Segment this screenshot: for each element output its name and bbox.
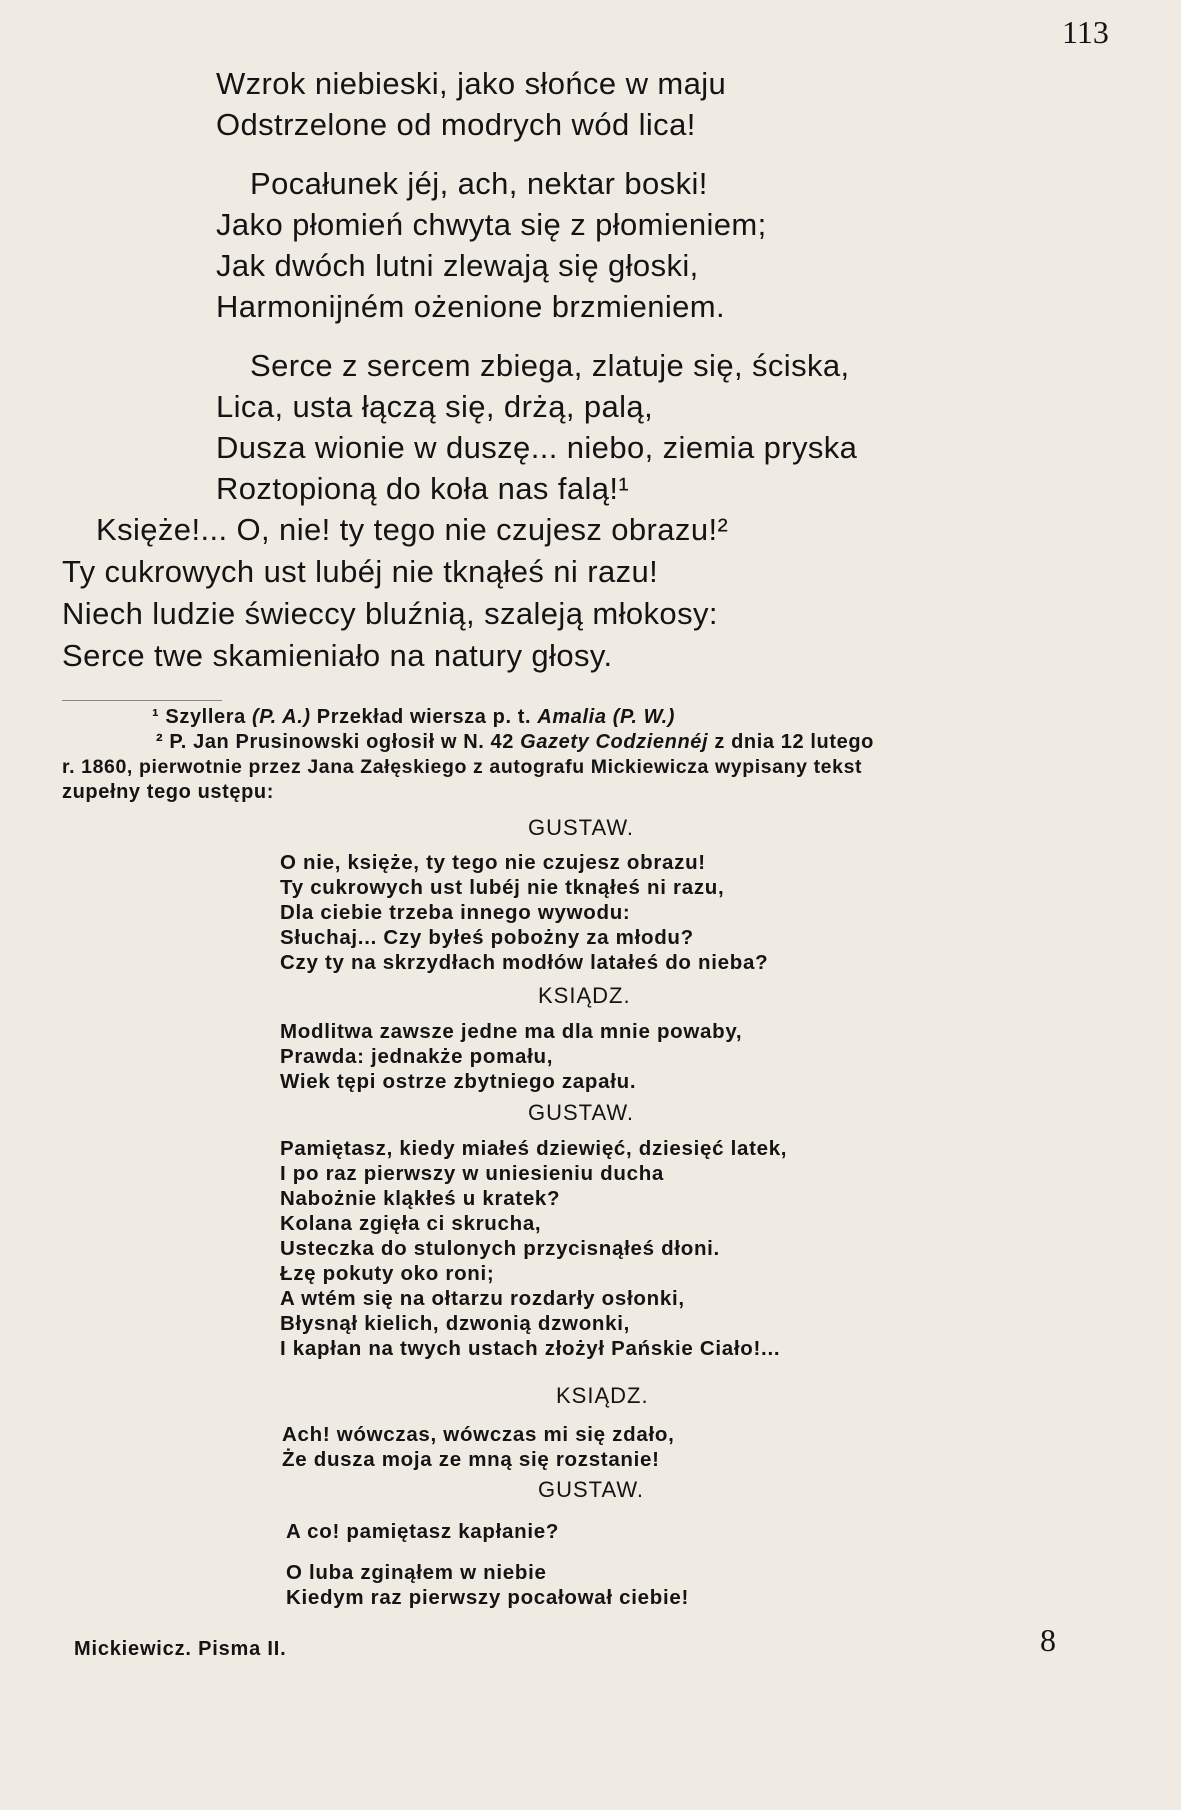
page-number: 113 (1062, 14, 1109, 50)
quote-line: Prawda: jednakże pomału, (280, 1045, 554, 1068)
quote-line: Kiedym raz pierwszy pocałował ciebie! (286, 1586, 690, 1609)
quote-line: Łzę pokuty oko roni; (280, 1262, 495, 1285)
verse-line: Jak dwóch lutni zlewają się głoski, (216, 248, 699, 283)
quote-line: A co! pamiętasz kapłanie? (286, 1520, 560, 1543)
verse-line: Wzrok niebieski, jako słońce w maju (216, 66, 727, 101)
speaker-label: GUSTAW. (528, 815, 634, 840)
footnote-1-text: Przekład wiersza p. t. (310, 706, 538, 728)
quote-line: Słuchaj... Czy byłeś pobożny za młodu? (280, 926, 694, 949)
footnote-1-author: ¹ Szyllera (152, 706, 252, 728)
quote-line: Modlitwa zawsze jedne ma dla mnie powaby, (280, 1020, 743, 1043)
verse-line: Serce z sercem zbiega, zlatuje się, ściska, (250, 348, 850, 383)
quote-line: Wiek tępi ostrze zbytniego zapału. (280, 1070, 637, 1093)
quote-line: Ach! wówczas, wówczas mi się zdało, (282, 1423, 675, 1446)
quote-line: Błysnął kielich, dzwonią dzwonki, (280, 1312, 631, 1335)
footnote-2 (156, 731, 874, 754)
verse-line: Lica, usta łączą się, drżą, palą, (216, 389, 654, 424)
footnote-2-date: z dnia 12 lutego (708, 731, 874, 753)
quote-line: Pamiętasz, kiedy miałeś dziewięć, dziesięć latek, (280, 1137, 788, 1160)
quote-line: Usteczka do stulonych przycisnąłeś dłoni. (280, 1237, 720, 1260)
quote-line: Ty cukrowych ust lubéj nie tknąłeś ni razu, (280, 876, 725, 899)
footnote-1-title: Amalia (P. W.) (537, 706, 676, 728)
verse-line: Roztopioną do koła nas falą!¹ (216, 471, 630, 506)
quote-line: Kolana zgięła ci skrucha, (280, 1212, 542, 1235)
verse-line: Dusza wionie w duszę... niebo, ziemia pryska (216, 430, 858, 465)
footnote-2-newspaper: Gazety Codziennéj (520, 731, 709, 753)
verse-line: Niech ludzie świeccy bluźnią, szaleją młokosy: (62, 596, 718, 631)
footnote-2-line-3: zupełny tego ustępu: (62, 781, 274, 803)
footnote-separator (62, 700, 222, 701)
verse-line: Serce twe skamieniało na natury głosy. (62, 638, 613, 673)
speaker-label: GUSTAW. (528, 1100, 634, 1125)
quote-line: O nie, księże, ty tego nie czujesz obrazu! (280, 851, 706, 874)
speaker-label: KSIĄDZ. (556, 1383, 649, 1408)
quote-line: A wtém się na ołtarzu rozdarły osłonki, (280, 1287, 685, 1310)
footnote-2-line-2: r. 1860, pierwotnie przez Jana Załęskiego z autografu Mickiewicza wypisany tekst (62, 756, 863, 778)
footnote-1-initials: (P. A.) (251, 706, 311, 728)
quote-line: Że dusza moja ze mną się rozstanie! (282, 1448, 660, 1471)
verse-line: Jako płomień chwyta się z płomieniem; (216, 207, 767, 242)
speaker-label: GUSTAW. (538, 1477, 644, 1502)
verse-line: Księże!... O, nie! ty tego nie czujesz obrazu!² (96, 512, 729, 547)
speaker-label: KSIĄDZ. (538, 983, 631, 1008)
footer-source: Mickiewicz. Pisma II. (74, 1638, 287, 1660)
footnote-2-text: ² P. Jan Prusinowski ogłosił w N. 42 (156, 731, 521, 753)
signature-mark: 8 (1040, 1622, 1056, 1658)
quote-line: I kapłan na twych ustach złożył Pańskie Ciało!... (280, 1337, 781, 1360)
verse-line: Pocałunek jéj, ach, nektar boski! (250, 166, 708, 201)
verse-line: Harmonijném ożenione brzmieniem. (216, 289, 726, 324)
quote-line: Dla ciebie trzeba innego wywodu: (280, 901, 631, 924)
verse-line: Odstrzelone od modrych wód lica! (216, 107, 696, 142)
quote-line: I po raz pierwszy w uniesieniu ducha (280, 1162, 665, 1185)
quote-line: Czy ty na skrzydłach modłów latałeś do nieba? (280, 951, 769, 974)
verse-line: Ty cukrowych ust lubéj nie tknąłeś ni razu! (62, 554, 659, 589)
footnote-1 (152, 706, 675, 729)
quote-line: O luba zginąłem w niebie (286, 1561, 547, 1584)
quote-line: Nabożnie kląkłeś u kratek? (280, 1187, 561, 1210)
